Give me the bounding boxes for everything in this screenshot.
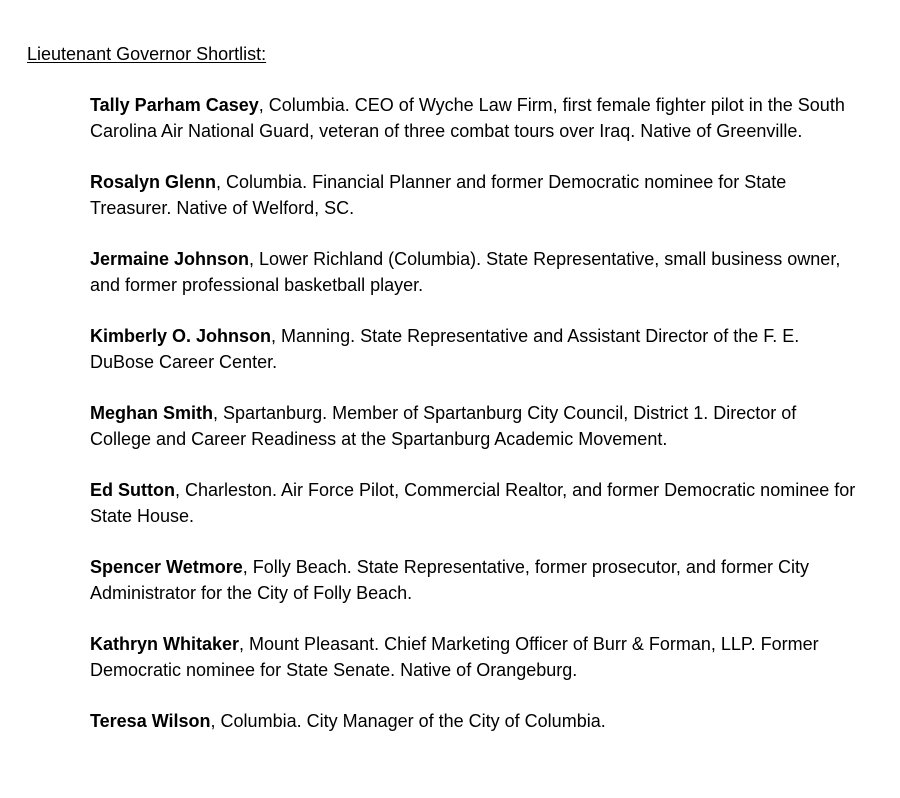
candidate-entry [90, 92, 862, 144]
candidate-entry [90, 554, 862, 606]
candidate-details: , Columbia. CEO of Wyche Law Firm, first female fighter pilot in the South Carolina Air National Guard, veteran of three combat tours over Iraq. Native of Greenville. [90, 95, 845, 141]
candidate-entry [90, 631, 862, 683]
candidate-list [90, 92, 862, 759]
candidate-name: Spencer Wetmore [90, 557, 243, 577]
candidate-details: , Folly Beach. State Representative, former prosecutor, and former City Administrator for the City of Folly Beach. [90, 557, 809, 603]
candidate-name: Kimberly O. Johnson [90, 326, 272, 346]
candidate-name: Tally Parham Casey [90, 95, 259, 115]
candidate-entry [90, 708, 862, 734]
candidate-name: Ed Sutton [90, 480, 175, 500]
candidate-name: Kathryn Whitaker [90, 634, 240, 654]
candidate-entry [90, 477, 862, 529]
candidate-entry [90, 400, 862, 452]
candidate-entry [90, 246, 862, 298]
candidate-details: , Columbia. City Manager of the City of Columbia. [210, 711, 606, 731]
candidate-details: , Columbia. Financial Planner and former Democratic nominee for State Treasurer. Native of Welford, SC. [90, 172, 787, 218]
candidate-name: Meghan Smith [90, 403, 214, 423]
candidate-details: , Lower Richland (Columbia). State Representative, small business owner, and former professional basketball player. [90, 249, 841, 295]
candidate-entry [90, 169, 862, 221]
candidate-details: , Mount Pleasant. Chief Marketing Officer of Burr & Forman, LLP. Former Democratic nominee for State Senate. Native of Orangeburg. [90, 634, 819, 680]
shortlist-heading: Lieutenant Governor Shortlist: [27, 44, 267, 64]
candidate-details: , Manning. State Representative and Assistant Director of the F. E. DuBose Career Center. [90, 326, 800, 372]
candidate-name: Jermaine Johnson [90, 249, 250, 269]
candidate-details: , Spartanburg. Member of Spartanburg City Council, District 1. Director of College and Career Readiness at the Spartanburg Academic Movement. [90, 403, 797, 449]
candidate-details: , Charleston. Air Force Pilot, Commercial Realtor, and former Democratic nominee for State House. [90, 480, 856, 526]
candidate-name: Rosalyn Glenn [90, 172, 217, 192]
candidate-name: Teresa Wilson [90, 711, 211, 731]
candidate-entry [90, 323, 862, 375]
